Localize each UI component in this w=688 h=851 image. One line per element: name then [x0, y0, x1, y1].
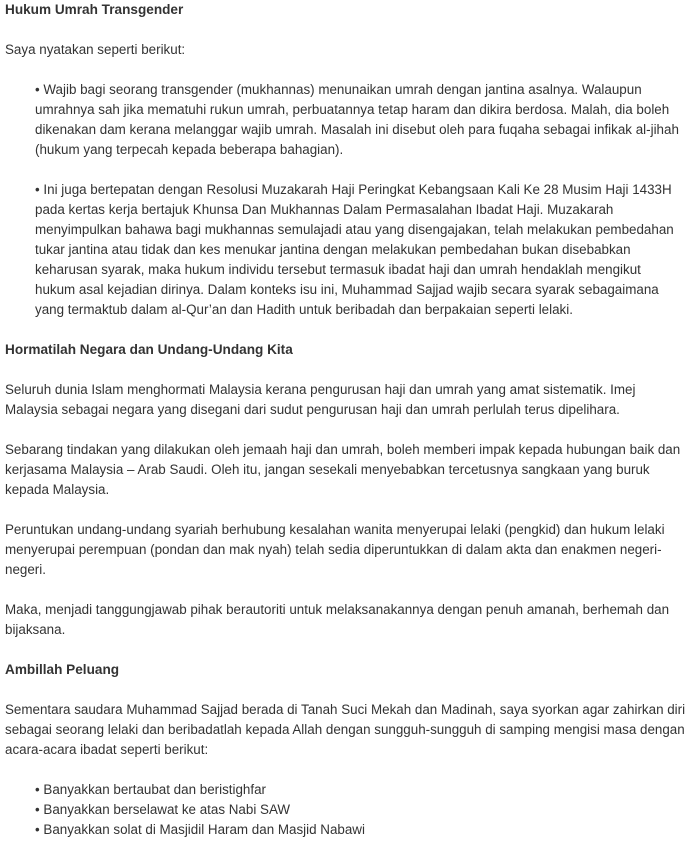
ibadat-list: [35, 780, 688, 840]
heading-hukum-umrah: Hukum Umrah Transgender: [5, 2, 184, 17]
bullet-paragraph-1: • Wajib bagi seorang transgender (mukhannas) menunaikan umrah dengan jantina asalnya. Walaupun umrahnya sah jika mematuhi rukun umrah, perbuatannya tetap haram dan dikira berdosa. Malah, dia boleh dikenakan dam kerana melanggar wajib umrah. Masalah ini disebut oleh para fuqaha sebagai infikak al-jihah (hukum yang terpecah kepada beberapa bahagian).: [35, 82, 679, 157]
list-item: • Banyakkan solat di Masjidil Haram dan Masjid Nabawi: [35, 822, 365, 837]
bullet-paragraph-2: • Ini juga bertepatan dengan Resolusi Muzakarah Haji Peringkat Kebangsaan Kali Ke 28 Musim Haji 1433H pada kertas kerja bertajuk Khunsa Dan Mukhannas Dalam Permasalahan Ibadat Haji. Muzakarah menyimpulkan bahawa bagi mukhannas semulajadi atau yang disengajakan, telah melakukan pembedahan tukar jantina atau tidak dan kes menukar jantina dengan melakukan pembedahan bukan disebabkan keharusan syarak, maka hukum individu tersebut termasuk ibadat haji dan umrah hendaklah mengikut hukum asal kejadian dirinya. Dalam konteks isu ini, Muhammad Sajjad wajib secara syarak sebagaimana yang termaktub dalam al-Qur’an dan Hadith untuk beribadah dan berpakaian seperti lelaki.: [35, 182, 674, 317]
heading-ambillah-peluang: Ambillah Peluang: [5, 662, 120, 677]
list-item: • Banyakkan bertaubat dan beristighfar: [35, 782, 266, 797]
paragraph-3: Peruntukan undang-undang syariah berhubung kesalahan wanita menyerupai lelaki (pengkid) dan hukum lelaki menyerupai perempuan (pondan dan mak nyah) telah sedia diperuntukkan di dalam akta dan enakmen negeri-negeri.: [5, 522, 665, 577]
intro-text: Saya nyatakan seperti berikut:: [5, 42, 186, 57]
list-item: • Banyakkan berselawat ke atas Nabi SAW: [35, 802, 291, 817]
heading-hormatilah-negara: Hormatilah Negara dan Undang-Undang Kita: [5, 342, 293, 357]
paragraph-4: Maka, menjadi tanggungjawab pihak berautoriti untuk melaksanakannya dengan penuh amanah, berhemah dan bijaksana.: [5, 602, 670, 637]
paragraph-2: Sebarang tindakan yang dilakukan oleh jemaah haji dan umrah, boleh memberi impak kepada hubungan baik dan kerjasama Malaysia – Arab Saudi. Oleh itu, jangan sesekali menyebabkan tercetusnya sangkaan yang buruk kepada Malaysia.: [5, 442, 681, 497]
paragraph-1: Seluruh dunia Islam menghormati Malaysia kerana pengurusan haji dan umrah yang amat sistematik. Imej Malaysia sebagai negara yang disegani dari sudut pengurusan haji dan umrah perlulah terus dipelihara.: [5, 382, 636, 417]
paragraph-5: Sementara saudara Muhammad Sajjad berada di Tanah Suci Mekah dan Madinah, saya syorkan agar zahirkan diri sebagai seorang lelaki dan beribadatlah kepada Allah dengan sungguh-sungguh di samping mengisi masa dengan acara-acara ibadat seperti berikut:: [5, 702, 686, 757]
